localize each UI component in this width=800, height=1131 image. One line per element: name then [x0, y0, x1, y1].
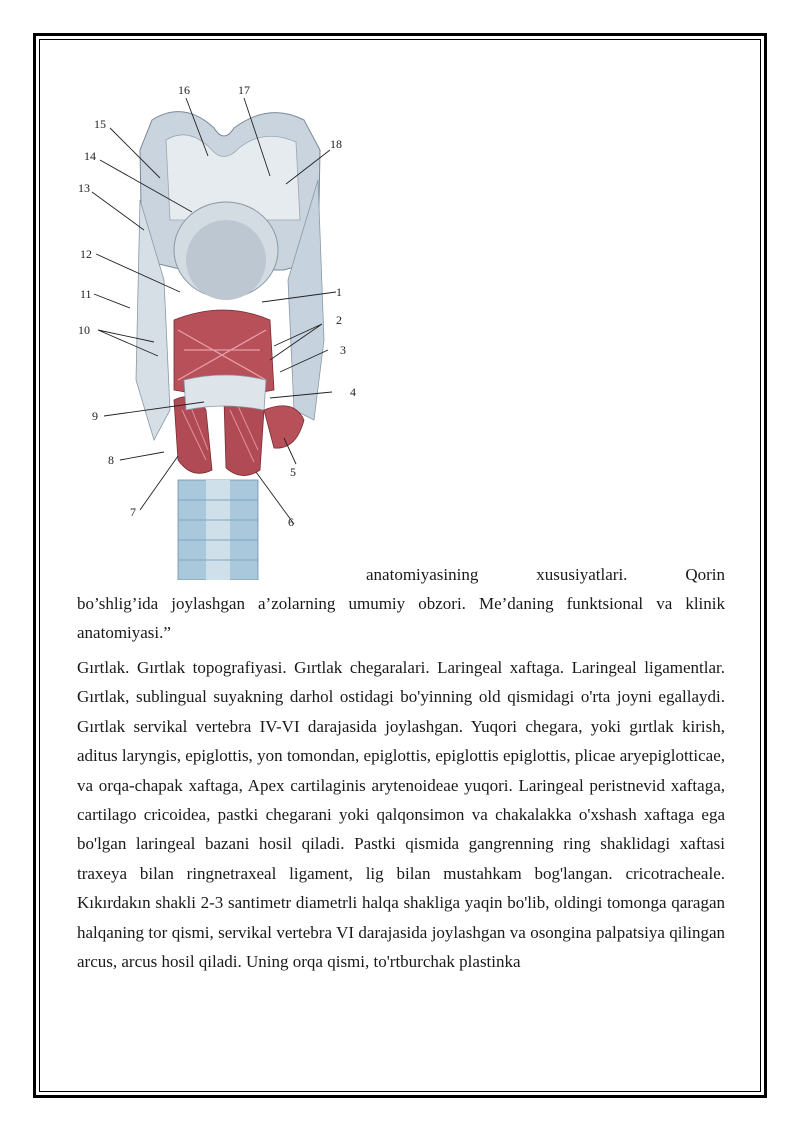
label-18: 18 [330, 137, 342, 151]
label-8: 8 [108, 453, 114, 467]
label-16: 16 [178, 83, 190, 97]
label-9: 9 [92, 409, 98, 423]
label-2: 2 [336, 313, 342, 327]
continuation-first-line: anatomiyasining xususiyatlari. Qorin [366, 565, 725, 584]
label-3: 3 [340, 343, 346, 357]
label-13: 13 [78, 181, 90, 195]
lateral-muscle [264, 406, 304, 448]
label-1: 1 [336, 285, 342, 299]
label-5: 5 [290, 465, 296, 479]
label-12: 12 [80, 247, 92, 261]
label-14: 14 [84, 149, 96, 163]
larynx-anatomy-figure [74, 80, 364, 580]
label-6: 6 [288, 515, 294, 529]
label-4: 4 [350, 385, 356, 399]
body-paragraph: Gırtlak. Gırtlak topografiyasi. Gırtlak chegaralari. Laringeal xaftaga. Laringeal ligamentlar. Gırtlak, sublingual suyakning darhol ostidagi bo'yinning old qismidagi o'rta joyni egallaydi. Gırtlak servikal vertebra IV-VI darajasida joylashgan. Yuqori chegara, yoki gırtlak kirish, aditus laryngis, epiglottis, yon tomondan, epiglottis, epiglottis epiglottis, plicae aryepiglotticae, va orqa-chapak xaftaga, Apex cartilaginis arytenoideae yuqori. Laringeal peristnevid xaftaga, cartilago cricoidea, pastki chegarani yoki qalqonsimon va chakalakka o'xshash xaftaga ega bo'lgan laringeal bazani hosil qiladi. Pastki qismida gangrenning ring shaklidagi xaftasi traxeya bilan ringnetraxeal ligament, lig bilan mustahkam bog'langan. cricotracheale. Kıkırdakın shakli 2-3 santimetr diametrli halqa shakliga yaqin bo'lib, oldingi tomonga qaragan halqaning tor qismi, servikal vertebra VI darajasida joylashgan va osongina palpatsiya qilingan arcus, arcus hosil qiladi. Uning orqa qismi, to'rtburchak plastinka [77, 658, 725, 972]
label-7: 7 [130, 505, 136, 519]
cricoid-lamina [184, 375, 266, 410]
label-17: 17 [238, 83, 250, 97]
label-10: 10 [78, 323, 90, 337]
continuation-rest: bo’shlig’ida joylashgan a’zolarning umumiy obzori. Me’daning funktsional va klinik anatomiyasi.” [77, 594, 725, 643]
label-11: 11 [80, 287, 92, 301]
larynx-illustration [74, 80, 364, 580]
label-15: 15 [94, 117, 106, 131]
